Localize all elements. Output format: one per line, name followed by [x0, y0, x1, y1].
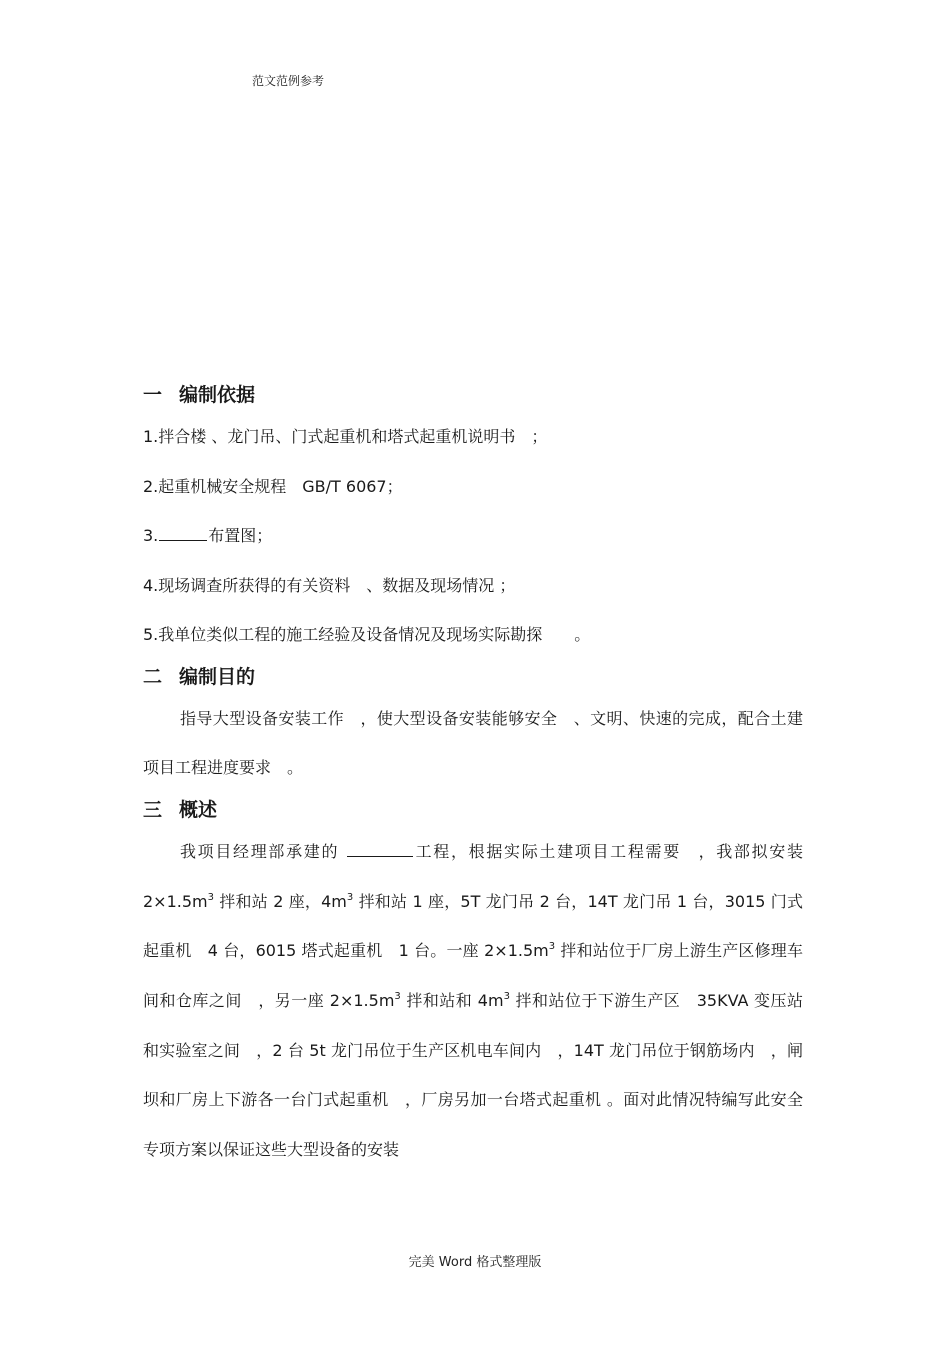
overview-text: 我项目经理部承建的 [180, 841, 346, 861]
section-title: 编制依据 [179, 384, 256, 406]
basis-item-4: 4.现场调查所获得的有关资料 、数据及现场情况 ； [143, 575, 516, 595]
section-heading-overview [143, 793, 803, 827]
document-body [143, 378, 803, 1175]
basis-item-2: 2.起重机械安全规程 GB/T 6067； [143, 476, 403, 496]
section-number: 三 [143, 798, 163, 821]
basis-item-3 [143, 511, 803, 561]
section-title: 概述 [179, 798, 218, 821]
section-heading-basis [143, 378, 803, 412]
overview-paragraph [143, 827, 803, 1175]
overview-text: 拌和站 2 座，4m [214, 891, 347, 911]
overview-text: 拌和站和 4m [400, 991, 504, 1011]
purpose-paragraph: 指导大型设备安装工作 ，使大型设备安装能够安全 、文明、快速的完成，配合土建项目工程进度要求 。 [143, 708, 803, 778]
fill-in-blank[interactable] [159, 524, 207, 541]
page-footer: 完美 Word 格式整理版 [408, 1255, 542, 1270]
section-heading-purpose [143, 660, 803, 694]
basis-item-5: 5.我单位类似工程的施工经验及设备情况及现场实际勘探 。 [143, 625, 591, 644]
superscript: 3 [207, 891, 214, 903]
superscript: 3 [346, 891, 354, 903]
overview-text: 工程，根据实际土建项目工程需要 ，我部拟安装 2×1.5m [143, 841, 803, 911]
section-number: 二 [143, 665, 163, 688]
page-header: 范文范例参考 [252, 74, 325, 88]
basis-item-3-suffix: 布置图； [208, 526, 273, 545]
basis-item-1: 1.拌合楼 、龙门吊、门式起重机和塔式起重机说明书 ； [143, 427, 548, 446]
superscript: 3 [394, 991, 401, 1003]
fill-in-blank[interactable] [347, 840, 413, 857]
superscript: 3 [503, 991, 510, 1003]
superscript: 3 [548, 941, 556, 953]
basis-item-3-prefix: 3. [143, 526, 159, 545]
overview-text: 拌和站 1 座，5T 龙门吊 2 台，14T 龙门吊 1 台，3015 门式起重机 4 台，6015 塔式起重机 1 台。一座 2×1.5m [143, 891, 803, 961]
overview-text: 拌和站位于下游生产区 35KVA 变压站和实验室之间 ，2 台 5t 龙门吊位于生产区机电车间内 ，14T 龙门吊位于钢筋场内 ，闸坝和厂房上下游各一台门式起重机 ，厂房另加一台塔式起重机 。面对此情况特编写此安全专项方案以保证这些大型设备的安装 [143, 991, 803, 1160]
section-title: 编制目的 [179, 665, 256, 688]
section-number: 一 [143, 384, 163, 406]
overview-text: 拌和站位于厂房上游生产区修理车间和仓库之间 ，另一座 2×1.5m [143, 941, 803, 1011]
